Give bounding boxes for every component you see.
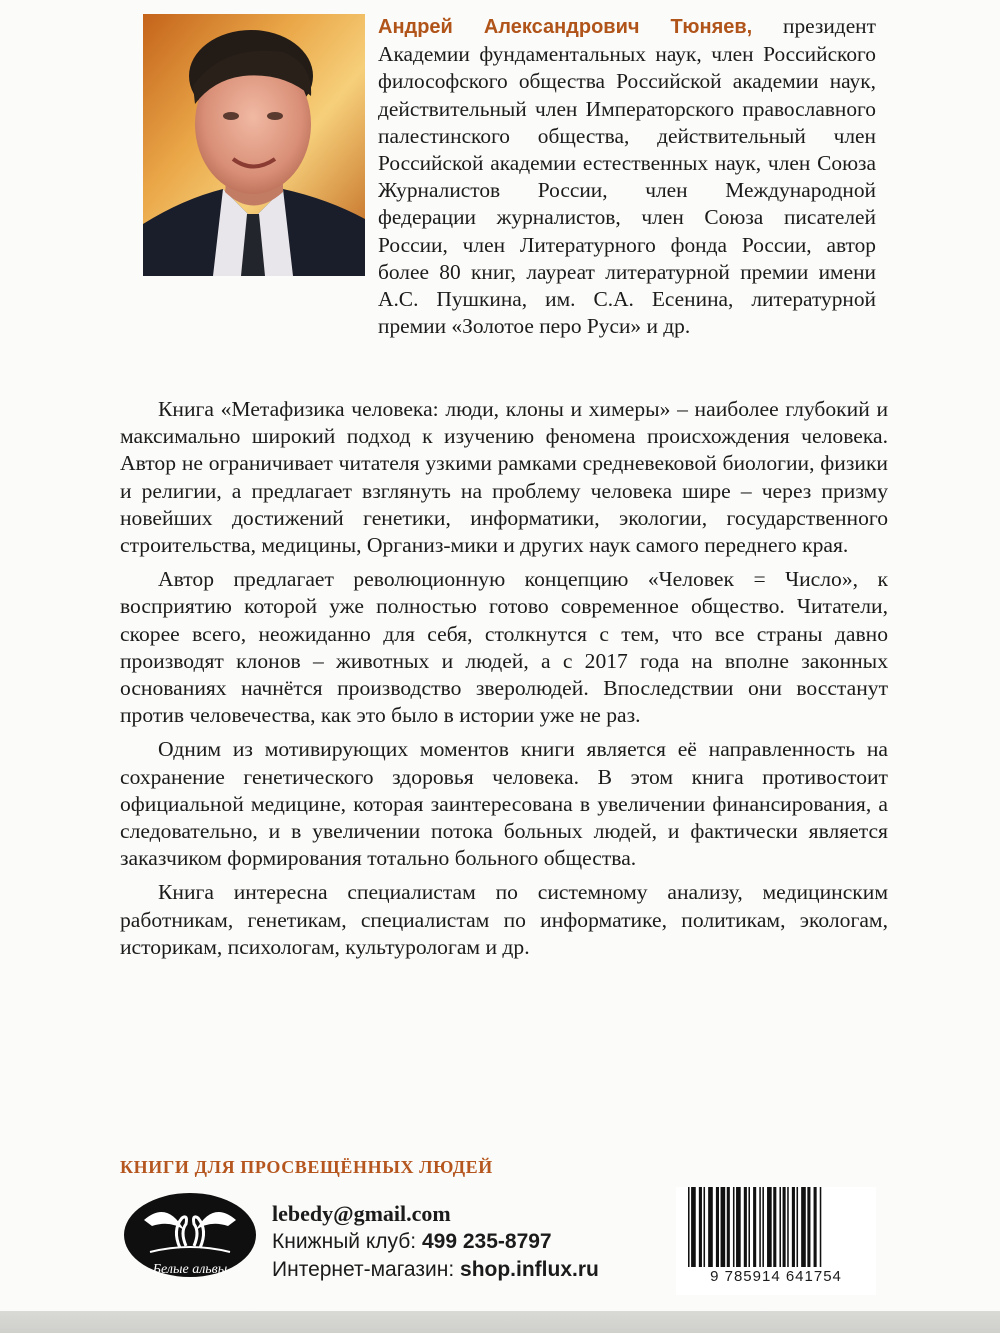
barcode-bar — [727, 1187, 730, 1267]
page-edge — [0, 1311, 1000, 1333]
barcode-bar — [767, 1187, 772, 1267]
description-paragraph: Одним из мотивирующих моментов книги является её направленность на сохранение генетического здоровья человека. В этом книга противостоит официальной медицине, которая заинтересована в увеличении финансирования, а следовательно, и в увеличении потока больных людей, и фактически является заказчиком формирования тотально больного общества. — [120, 737, 888, 871]
barcode-bar — [783, 1187, 786, 1267]
isbn-digits: 9 785914 641754 — [710, 1268, 842, 1285]
barcode-bar — [721, 1187, 726, 1267]
description-paragraph: Автор предлагает революционную концепцию «Человек = Число», к восприятию которой уже полностью готово современное общество. Читатели, скорее всего, неожиданно для себя, столкнутся с тем, что все страны давно производят клонов – животных и людей, а с 2017 года на вполне законных основаниях начнётся производство зверолюдей. Впоследствии они восстанут против человечества, как это было в истории уже не раз. — [120, 567, 888, 728]
barcode-bar — [779, 1187, 781, 1267]
author-bio-text: президент Академии фундаментальных наук, член Российского философского общества Российской академии наук, действительный член Императорского православного палестинского общества, действительный член Российской академии естественных наук, член Союза Журналистов России, член Международной федерации журналистов, член Союза писателей России, член Литературного фонда России, автор более 80 книг, лауреат литературной премии имени А.С. Пушкина, им. С.А. Есенина, литературной премии «Золотое перо Руси» и др. — [378, 14, 876, 339]
barcode-bar — [736, 1187, 741, 1267]
online-shop-label: Интернет-магазин: — [272, 1258, 461, 1281]
barcode-bar — [762, 1187, 764, 1267]
barcode-bar — [797, 1187, 799, 1267]
barcode-bar — [699, 1187, 702, 1267]
barcode-bar — [820, 1187, 822, 1267]
series-title: КНИГИ ДЛЯ ПРОСВЕЩЁННЫХ ЛЮДЕЙ — [120, 1157, 493, 1177]
online-shop-url[interactable]: shop.influx.ru — [460, 1258, 599, 1281]
barcode-bar — [744, 1187, 747, 1267]
online-shop-line — [272, 1256, 599, 1284]
barcode-bar — [787, 1187, 789, 1267]
publisher-email[interactable]: lebedy@gmail.com — [272, 1201, 451, 1226]
barcode-bar — [688, 1187, 690, 1267]
book-description — [120, 396, 888, 968]
author-name: Андрей Александрович Тюняев, — [378, 16, 753, 38]
barcode-bar — [807, 1187, 810, 1267]
barcode-bar — [773, 1187, 776, 1267]
barcode-bar — [748, 1187, 750, 1267]
barcode-bar — [801, 1187, 806, 1267]
publisher-contacts — [272, 1200, 599, 1284]
barcode-bar — [753, 1187, 756, 1267]
barcode-bar — [708, 1187, 713, 1267]
barcode-bar — [733, 1187, 735, 1267]
description-paragraph: Книга «Метафизика человека: люди, клоны и химеры» – наиболее глубокий и максимально широкий подход к изучению феномена происхождения человека. Автор не ограничивает читателя узкими рамками средневековой биологии, физики и религии, а предлагает взглянуть на проблему человека шире – через призму новейших достижений генетики, информатики, экологии, государственного строительства, медицины, Организ-мики и других наук самого переднего края. — [120, 397, 888, 558]
author-photo — [143, 14, 365, 276]
barcode-bar — [716, 1187, 719, 1267]
barcode-bar — [704, 1187, 706, 1267]
barcode-bar — [691, 1187, 696, 1267]
publisher-logo-caption: Белые альвы — [152, 1262, 228, 1277]
book-club-line — [272, 1228, 599, 1256]
barcode-bar — [759, 1187, 761, 1267]
description-paragraph: Книга интересна специалистам по системному анализу, медицинским работникам, генетикам, специалистам по информатике, политикам, экологам, историкам, психологам, культурологам и др. — [120, 880, 888, 959]
author-bio — [378, 13, 876, 340]
barcode-bar — [792, 1187, 795, 1267]
book-club-phone: 499 235-8797 — [421, 1230, 552, 1253]
barcode-bar — [814, 1187, 817, 1267]
book-club-label: Книжный клуб: — [272, 1230, 422, 1253]
